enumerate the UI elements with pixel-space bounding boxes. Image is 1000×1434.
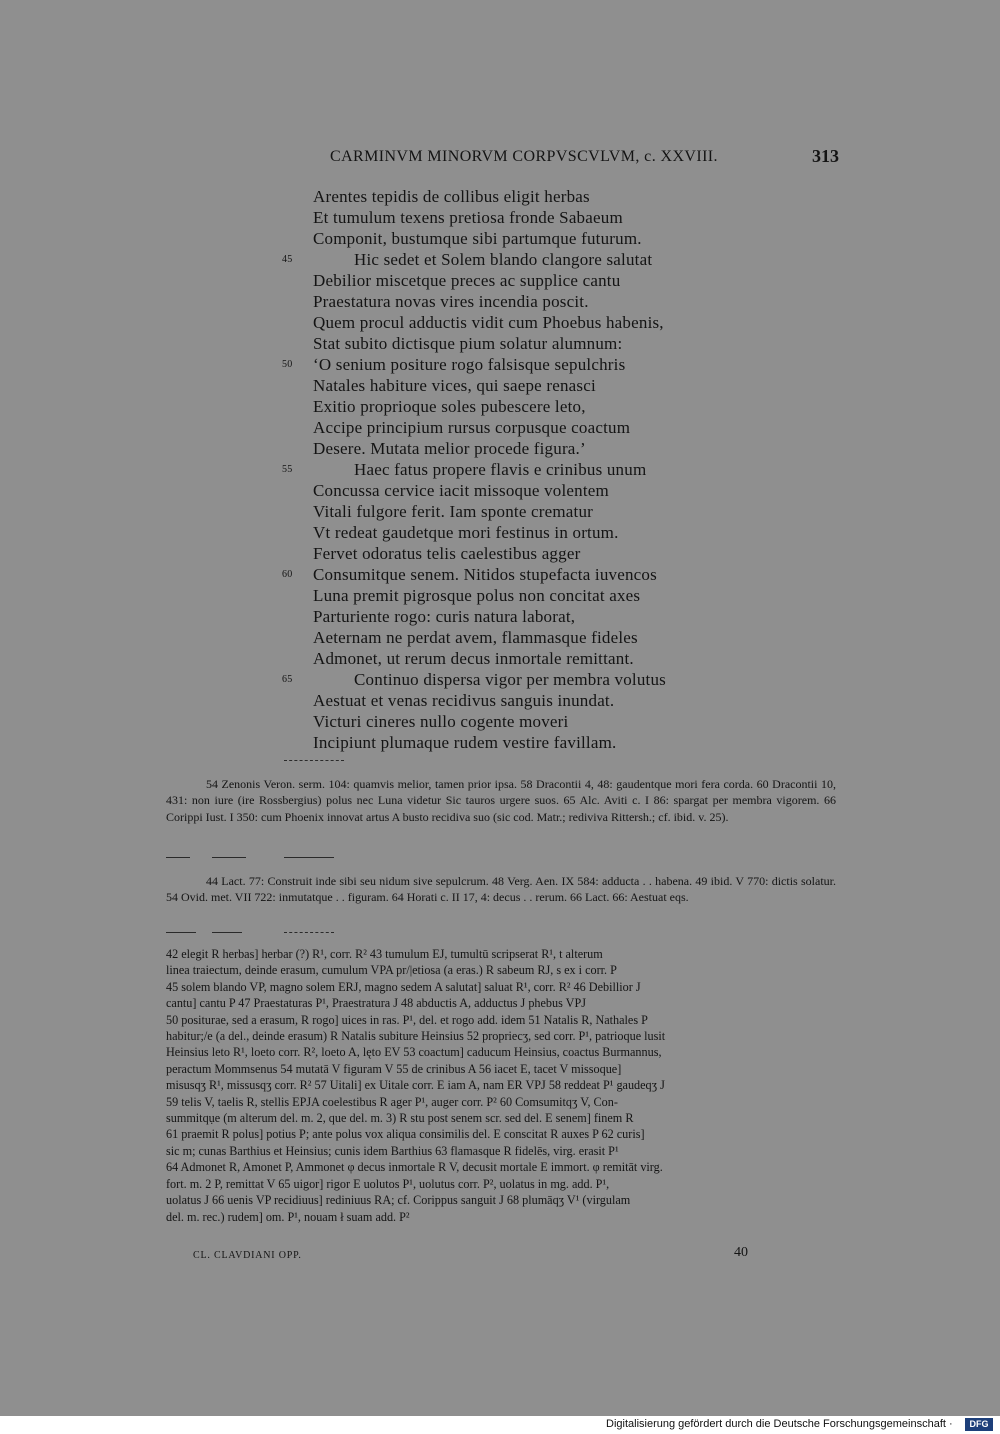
verse-text: Desere. Mutata melior procede figura.’ [313, 439, 586, 458]
verse-line [282, 648, 752, 669]
verse-line [282, 564, 752, 585]
verse-line [282, 459, 752, 480]
verse-line [282, 312, 752, 333]
verse-text: Luna premit pigrosque polus non concitat axes [313, 586, 641, 605]
apparatus-line: del. m. rec.) rudem] om. P¹, nouam ł suam add. P² [166, 1209, 410, 1224]
apparatus-line: cantu] cantu P 47 Praestaturas P¹, Praestratura J 48 abductis A, adductus J phebus VPJ [166, 996, 586, 1011]
critical-apparatus [166, 946, 836, 1225]
verse-line [282, 543, 752, 564]
verse-line [282, 291, 752, 312]
apparatus-line: Heinsius leto R¹, loeto corr. R², loeto A, lęto EV 53 coactum] caducum Heinsius, coactus Burmannus, [166, 1045, 662, 1060]
verse-text: Exitio proprioque soles pubescere leto, [313, 397, 586, 416]
apparatus-line: 50 positurae, sed a erasum, R rogo] uices in ras. P¹, del. et rogo add. idem 51 Natalis R, Nathales P [166, 1012, 648, 1027]
verse-text: Victuri cineres nullo cogente moveri [313, 712, 569, 731]
line-number: 45 [282, 254, 293, 265]
dfg-logo: DFG [965, 1418, 993, 1431]
verse-line [282, 585, 752, 606]
line-number: 50 [282, 359, 293, 370]
verse-line [282, 480, 752, 501]
verse-line [282, 417, 752, 438]
verse-line [282, 711, 752, 732]
verse-text: Continuo dispersa vigor per membra volutus [354, 670, 666, 689]
verse-line [282, 396, 752, 417]
verse-text: Praestatura novas vires incendia poscit. [313, 292, 589, 311]
verse-line [282, 354, 752, 375]
verse-line [282, 501, 752, 522]
verse-text: Et tumulum texens pretiosa fronde Sabaeum [313, 208, 623, 227]
note-sources: 44 Lact. 77: Construit inde sibi seu nidum sive sepulcrum. 48 Verg. Aen. IX 584: adducta . . habena. 49 ibid. V 770: dictis solatur. 54 Ovid. met. VII 722: inmutatque . . figuram. 64 Horati c. II 17, 4: decus . . rerum. 66 Lact. 66: Aestuat eqs. [166, 874, 836, 905]
verse-line [282, 669, 752, 690]
verse-text: Incipiunt plumaque rudem vestire favillam. [313, 733, 617, 752]
separator-rule [284, 857, 334, 858]
verse-text: Vt redeat gaudetque mori festinus in ortum. [313, 523, 619, 542]
verse-line [282, 690, 752, 711]
verse-text: Hic sedet et Solem blando clangore salutat [354, 250, 653, 269]
apparatus-line: linea traiectum, deinde erasum, cumulum VPA pr/|etiosa (a eras.) R sabeum RJ, s ex i corr. P [166, 963, 617, 978]
verse-text: Debilior miscetque preces ac supplice cantu [313, 271, 621, 290]
verse-line [282, 228, 752, 249]
printer-signature: CL. CLAVDIANI OPP. [193, 1250, 302, 1261]
verse-line [282, 270, 752, 291]
verse-text: Haec fatus propere flavis e crinibus unum [354, 460, 647, 479]
verse-text: Consumitque senem. Nitidos stupefacta iuvencos [313, 565, 657, 584]
separator-rule [212, 932, 242, 933]
running-title: CARMINVM MINORVM CORPVSCVLVM, c. XXVIII. [330, 148, 718, 165]
verse-text: Fervet odoratus telis caelestibus agger [313, 544, 581, 563]
verse-text: Stat subito dictisque pium solatur alumnum: [313, 334, 623, 353]
apparatus-line: 64 Admonet R, Amonet P, Ammonet φ decus inmortale R V, decusit mortale E immort. φ remitāt virg. [166, 1160, 663, 1175]
note-similia: 54 Zenonis Veron. serm. 104: quamvis melior, tamen prior ipsa. 58 Dracontii 4, 48: gaudentque mori fera corda. 60 Dracontii 10, 431: non iure (ire Rossbergius) polus nec Luna videtur Sic tauros urgere suos. 65 Alc. Aviti c. I 86: spargat per membra vigorem. 66 Corippi Iust. I 350: cum Phoenix innovat artus A busto recidiva suo (sic cod. Matr.; rediviva Rittersh.; cf. ibid. v. 25). [166, 777, 836, 824]
verse-line [282, 249, 752, 270]
verse-line [282, 375, 752, 396]
separator-rule [166, 857, 190, 858]
separator-rule [166, 932, 196, 933]
verse-line [282, 732, 752, 753]
separator-rule [284, 932, 334, 933]
page-header [0, 148, 1000, 172]
apparatus-line: uolatus J 66 uenis VP recidiuus] rediniuus RA; cf. Corippus sanguit J 68 plumāqʒ V¹ (virgulam [166, 1193, 631, 1208]
page-number: 313 [812, 146, 839, 166]
verse-text: Quem procul adductis vidit cum Phoebus habenis, [313, 313, 664, 332]
apparatus-line: 45 solem blando VP, magno solem ERJ, magno sedem A salutat] saluat R¹, corr. R² 46 Debillior J [166, 979, 641, 994]
apparatus-line: fort. m. 2 P, remittat V 65 uigor] rigor E uolutos P¹, uolutus corr. P², uolatus in mg. add. P¹, [166, 1176, 610, 1191]
separator-rule [212, 857, 246, 858]
line-number: 65 [282, 674, 293, 685]
verse-text: Vitali fulgore ferit. Iam sponte crematur [313, 502, 594, 521]
apparatus-line: 59 telis V, taelis R, stellis EPJA coelestibus R ager P¹, auger corr. P² 60 Comsumitqʒ V, Con- [166, 1094, 618, 1109]
verse-text: Arentes tepidis de collibus eligit herbas [313, 187, 590, 206]
verse-line [282, 522, 752, 543]
apparatus-line: misusqʒ R¹, missusqʒ corr. R² 57 Uitali] ex Uitale corr. E iam A, nam ER VPJ 58 reddeat P¹ gaudeqʒ J [166, 1078, 665, 1093]
funding-credit: Digitalisierung gefördert durch die Deutsche Forschungsgemeinschaft · [606, 1418, 953, 1430]
verse-text: Natales habiture vices, qui saepe renasci [313, 376, 596, 395]
apparatus-line: 42 elegit R herbas] herbar (?) R¹, corr. R² 43 tumulum EJ, tumultū scripserat R¹, t alterum [166, 947, 603, 961]
verse-line [282, 207, 752, 228]
line-number: 60 [282, 569, 293, 580]
apparatus-line: summitqụe (m alterum del. m. 2, que del. m. 3) R stu post senem scr. sed del. E senem] finem R [166, 1111, 634, 1126]
separator-rule [284, 760, 344, 761]
verse-line [282, 186, 752, 207]
signature-number: 40 [734, 1245, 748, 1260]
verse-text: Parturiente rogo: curis natura laborat, [313, 607, 576, 626]
verse-text: Concussa cervice iacit missoque volentem [313, 481, 609, 500]
verse-text: Aeternam ne perdat avem, flammasque fideles [313, 628, 638, 647]
apparatus-line: sic m; cunas Barthius et Heinsius; cunis idem Barthius 63 flamasque R fidelēs, virg. erasit P¹ [166, 1143, 619, 1158]
poem-text [282, 186, 752, 753]
footer-bar [0, 1416, 1000, 1434]
verse-text: Admonet, ut rerum decus inmortale remittant. [313, 649, 634, 668]
apparatus-line: peractum Mommsenus 54 mutatā V figuram V 55 de crinibus A 56 iacet E, tacet V missoque] [166, 1061, 622, 1076]
verse-line [282, 627, 752, 648]
verse-line [282, 606, 752, 627]
verse-text: ‘O senium positure rogo falsisque sepulchris [313, 355, 626, 374]
apparatus-line: 61 praemit R polus] potius P; ante polus vox aliqua consimilis del. E conscitat R auxes P 62 curis] [166, 1127, 645, 1142]
apparatus-line: habitur;/e (a del., deinde erasum) R Natalis subiture Heinsius 52 propriecʒ, sed corr. P¹, patrioque lusit [166, 1029, 666, 1044]
verse-line [282, 333, 752, 354]
verse-text: Accipe principium rursus corpusque coactum [313, 418, 631, 437]
verse-text: Componit, bustumque sibi partumque futurum. [313, 229, 642, 248]
verse-line [282, 438, 752, 459]
line-number: 55 [282, 464, 293, 475]
verse-text: Aestuat et venas recidivus sanguis inundat. [313, 691, 615, 710]
